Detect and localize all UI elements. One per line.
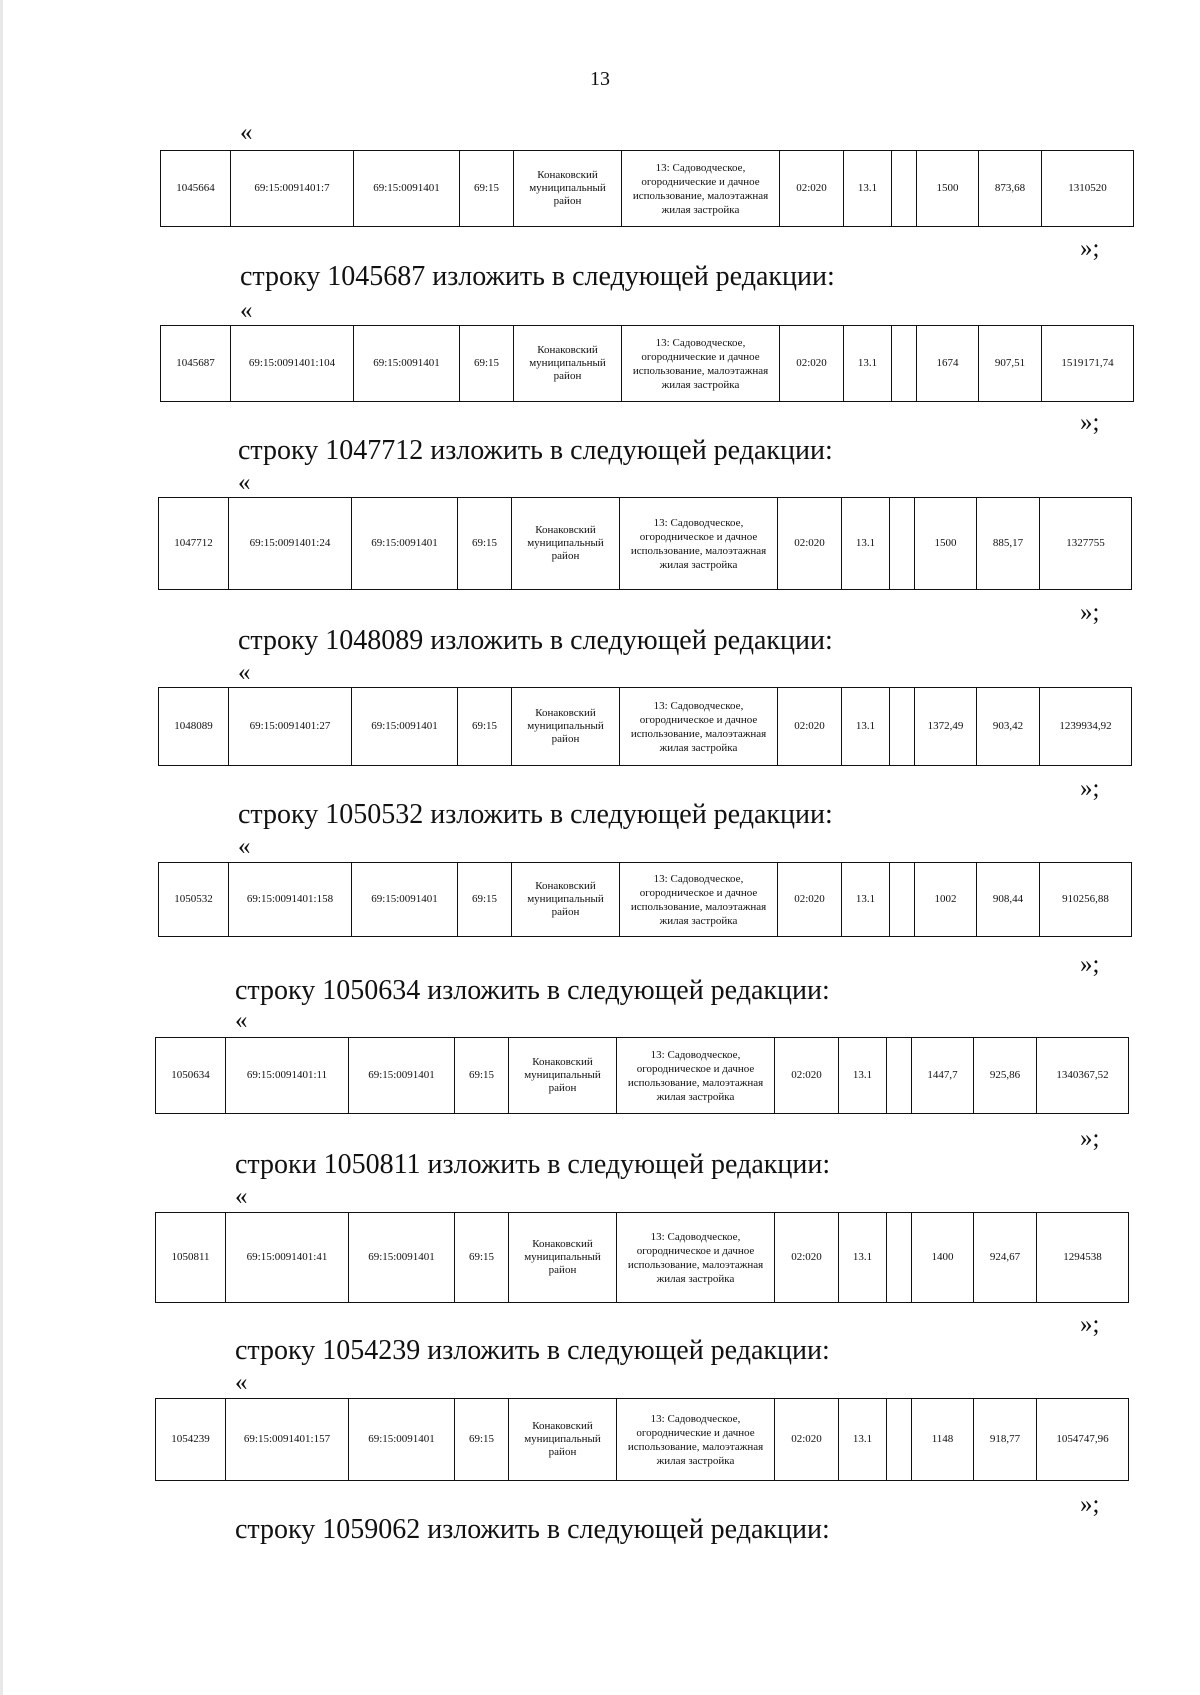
- cell-specific-value: 918,77: [974, 1399, 1037, 1481]
- cell-empty-column: [887, 1038, 912, 1114]
- cell-specific-value: 907,51: [979, 326, 1042, 402]
- cell-cadastral-value: 1294538: [1037, 1213, 1129, 1303]
- cell-cadastral-number: 69:15:0091401:24: [229, 498, 352, 590]
- cell-land-use: 13: Садоводческое, огородническое и дачное использование, малоэтажная жилая застройка: [617, 1038, 775, 1114]
- cell-cadastral-number: 69:15:0091401:41: [226, 1213, 349, 1303]
- cell-record-id: 1050532: [159, 863, 229, 937]
- cell-cadastral-quarter: 69:15:0091401: [349, 1399, 455, 1481]
- cell-land-use: 13: Садоводческое, огороднические и дачное использование, малоэтажная жилая застройка: [617, 1399, 775, 1481]
- opening-quote: «: [240, 297, 253, 324]
- edit-instruction: строку 1054239 изложить в следующей редакции:: [235, 1335, 830, 1366]
- cell-municipality: Конаковский муниципальный район: [509, 1213, 617, 1303]
- cell-cadastral-quarter: 69:15:0091401: [352, 863, 458, 937]
- closing-quote: »;: [1080, 1491, 1100, 1518]
- opening-quote: «: [240, 119, 253, 146]
- closing-quote: »;: [1080, 775, 1100, 802]
- cell-empty-column: [890, 688, 915, 766]
- cell-land-use: 13: Садоводческое, огородническое и дачное использование, малоэтажная жилая застройка: [617, 1213, 775, 1303]
- opening-quote: «: [235, 1369, 248, 1396]
- edit-instruction: строку 1048089 изложить в следующей редакции:: [238, 625, 833, 656]
- cell-cadastral-value: 1054747,96: [1037, 1399, 1129, 1481]
- closing-quote: »;: [1080, 235, 1100, 262]
- cell-rate-code: 13.1: [844, 326, 892, 402]
- opening-quote: «: [238, 469, 251, 496]
- record-table: [158, 687, 1132, 766]
- cell-land-use: 13: Садоводческое, огороднические и дачное использование, малоэтажная жилая застройка: [622, 326, 780, 402]
- page-number: 13: [590, 68, 610, 90]
- cell-specific-value: 925,86: [974, 1038, 1037, 1114]
- cell-record-id: 1047712: [159, 498, 229, 590]
- cell-group-code: 02:020: [778, 498, 842, 590]
- edit-instruction: строку 1050634 изложить в следующей редакции:: [235, 975, 830, 1006]
- cell-rate-code: 13.1: [839, 1213, 887, 1303]
- cell-empty-column: [890, 863, 915, 937]
- cell-cadastral-quarter: 69:15:0091401: [354, 326, 460, 402]
- record-table: [160, 325, 1134, 402]
- cell-land-use: 13: Садоводческое, огородническое и дачное использование, малоэтажная жилая застройка: [620, 688, 778, 766]
- table-row: [161, 326, 1134, 402]
- table-row: [159, 863, 1132, 937]
- cell-cadastral-value: 1310520: [1042, 151, 1134, 227]
- cell-cadastral-quarter: 69:15:0091401: [349, 1038, 455, 1114]
- opening-quote: «: [235, 1007, 248, 1034]
- cell-district-code: 69:15: [458, 688, 512, 766]
- cell-district-code: 69:15: [460, 151, 514, 227]
- cell-municipality: Конаковский муниципальный район: [512, 498, 620, 590]
- table-row: [156, 1038, 1129, 1114]
- cell-cadastral-value: 1340367,52: [1037, 1038, 1129, 1114]
- cell-record-id: 1050634: [156, 1038, 226, 1114]
- cell-municipality: Конаковский муниципальный район: [509, 1399, 617, 1481]
- cell-municipality: Конаковский муниципальный район: [512, 688, 620, 766]
- opening-quote: «: [238, 833, 251, 860]
- cell-district-code: 69:15: [460, 326, 514, 402]
- record-table: [160, 150, 1134, 227]
- cell-rate-code: 13.1: [842, 498, 890, 590]
- cell-municipality: Конаковский муниципальный район: [509, 1038, 617, 1114]
- table-row: [156, 1399, 1129, 1481]
- cell-rate-code: 13.1: [839, 1038, 887, 1114]
- cell-empty-column: [890, 498, 915, 590]
- cell-municipality: Конаковский муниципальный район: [514, 151, 622, 227]
- cell-cadastral-value: 1519171,74: [1042, 326, 1134, 402]
- cell-cadastral-number: 69:15:0091401:11: [226, 1038, 349, 1114]
- cell-cadastral-quarter: 69:15:0091401: [349, 1213, 455, 1303]
- cell-area: 1002: [915, 863, 977, 937]
- cell-area: 1400: [912, 1213, 974, 1303]
- record-table: [158, 862, 1132, 937]
- cell-rate-code: 13.1: [842, 688, 890, 766]
- cell-specific-value: 924,67: [974, 1213, 1037, 1303]
- cell-group-code: 02:020: [778, 863, 842, 937]
- cell-empty-column: [887, 1213, 912, 1303]
- cell-cadastral-number: 69:15:0091401:158: [229, 863, 352, 937]
- cell-land-use: 13: Садоводческое, огородническое и дачное использование, малоэтажная жилая застройка: [620, 498, 778, 590]
- cell-group-code: 02:020: [775, 1213, 839, 1303]
- edit-instruction: строку 1047712 изложить в следующей редакции:: [238, 435, 833, 466]
- cell-record-id: 1048089: [159, 688, 229, 766]
- final-edit-instruction: строку 1059062 изложить в следующей редакции:: [235, 1514, 830, 1545]
- cell-record-id: 1045687: [161, 326, 231, 402]
- cell-rate-code: 13.1: [842, 863, 890, 937]
- cell-land-use: 13: Садоводческое, огородническое и дачное использование, малоэтажная жилая застройка: [620, 863, 778, 937]
- cell-record-id: 1050811: [156, 1213, 226, 1303]
- cell-cadastral-quarter: 69:15:0091401: [354, 151, 460, 227]
- page-edge: [0, 0, 3, 1695]
- cell-group-code: 02:020: [780, 151, 844, 227]
- table-row: [159, 688, 1132, 766]
- cell-area: 1674: [917, 326, 979, 402]
- cell-cadastral-number: 69:15:0091401:27: [229, 688, 352, 766]
- cell-group-code: 02:020: [780, 326, 844, 402]
- cell-record-id: 1054239: [156, 1399, 226, 1481]
- cell-area: 1372,49: [915, 688, 977, 766]
- cell-cadastral-value: 1327755: [1040, 498, 1132, 590]
- cell-district-code: 69:15: [458, 498, 512, 590]
- cell-cadastral-number: 69:15:0091401:7: [231, 151, 354, 227]
- cell-cadastral-value: 910256,88: [1040, 863, 1132, 937]
- cell-district-code: 69:15: [455, 1038, 509, 1114]
- table-row: [159, 498, 1132, 590]
- edit-instruction: строку 1050532 изложить в следующей редакции:: [238, 799, 833, 830]
- cell-cadastral-number: 69:15:0091401:104: [231, 326, 354, 402]
- opening-quote: «: [238, 659, 251, 686]
- record-table: [158, 497, 1132, 590]
- cell-record-id: 1045664: [161, 151, 231, 227]
- cell-group-code: 02:020: [775, 1038, 839, 1114]
- closing-quote: »;: [1080, 599, 1100, 626]
- record-table: [155, 1037, 1129, 1114]
- closing-quote: »;: [1080, 1311, 1100, 1338]
- cell-empty-column: [892, 151, 917, 227]
- cell-area: 1500: [917, 151, 979, 227]
- cell-specific-value: 885,17: [977, 498, 1040, 590]
- cell-empty-column: [887, 1399, 912, 1481]
- closing-quote: »;: [1080, 951, 1100, 978]
- closing-quote: »;: [1080, 409, 1100, 436]
- cell-group-code: 02:020: [778, 688, 842, 766]
- record-table: [155, 1398, 1129, 1481]
- opening-quote: «: [235, 1183, 248, 1210]
- edit-instruction: строки 1050811 изложить в следующей редакции:: [235, 1149, 831, 1180]
- cell-cadastral-quarter: 69:15:0091401: [352, 688, 458, 766]
- table-row: [156, 1213, 1129, 1303]
- cell-district-code: 69:15: [455, 1399, 509, 1481]
- cell-cadastral-number: 69:15:0091401:157: [226, 1399, 349, 1481]
- cell-rate-code: 13.1: [839, 1399, 887, 1481]
- cell-area: 1447,7: [912, 1038, 974, 1114]
- cell-land-use: 13: Садоводческое, огороднические и дачное использование, малоэтажная жилая застройка: [622, 151, 780, 227]
- closing-quote: »;: [1080, 1125, 1100, 1152]
- cell-area: 1500: [915, 498, 977, 590]
- cell-area: 1148: [912, 1399, 974, 1481]
- cell-municipality: Конаковский муниципальный район: [514, 326, 622, 402]
- cell-cadastral-value: 1239934,92: [1040, 688, 1132, 766]
- cell-municipality: Конаковский муниципальный район: [512, 863, 620, 937]
- cell-specific-value: 873,68: [979, 151, 1042, 227]
- cell-specific-value: 908,44: [977, 863, 1040, 937]
- table-row: [161, 151, 1134, 227]
- cell-empty-column: [892, 326, 917, 402]
- cell-district-code: 69:15: [455, 1213, 509, 1303]
- cell-rate-code: 13.1: [844, 151, 892, 227]
- cell-specific-value: 903,42: [977, 688, 1040, 766]
- edit-instruction: строку 1045687 изложить в следующей редакции:: [240, 261, 835, 292]
- cell-district-code: 69:15: [458, 863, 512, 937]
- cell-group-code: 02:020: [775, 1399, 839, 1481]
- record-table: [155, 1212, 1129, 1303]
- cell-cadastral-quarter: 69:15:0091401: [352, 498, 458, 590]
